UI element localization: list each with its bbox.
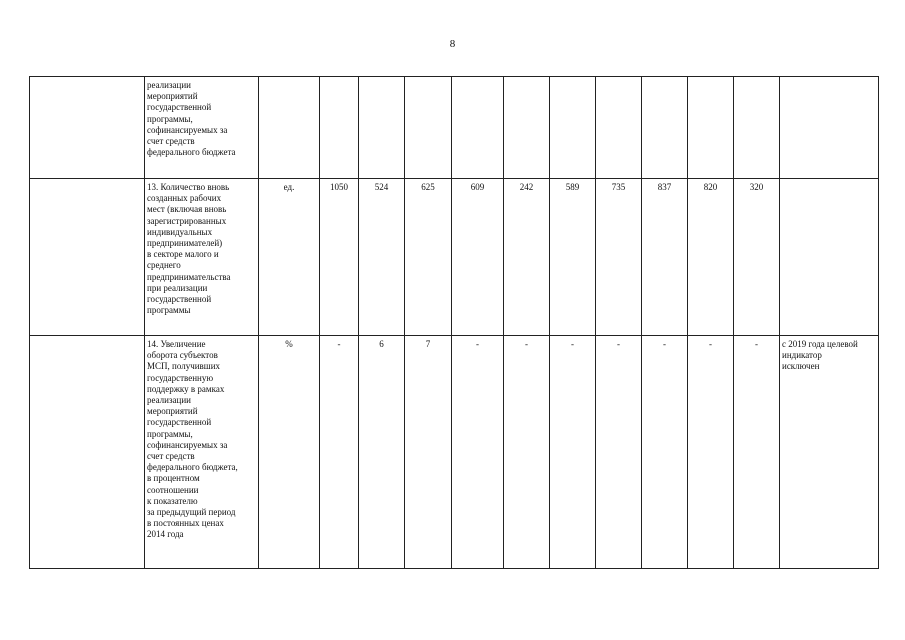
indicator-name-line: программы, — [147, 113, 193, 124]
value-cell — [320, 77, 359, 179]
indicator-name-cell — [145, 179, 259, 336]
indicator-name-line: зарегистрированных — [147, 215, 227, 226]
indicator-name-line: государственной — [147, 294, 212, 305]
value-cell — [405, 77, 452, 179]
indicators-table — [29, 76, 879, 569]
empty-cell — [30, 336, 145, 569]
value-cell: - — [452, 336, 504, 569]
indicator-name-line: соотношении — [147, 484, 199, 495]
indicator-name-cell — [145, 336, 259, 569]
value-cell: 837 — [642, 179, 688, 336]
value-cell — [688, 77, 734, 179]
unit-cell: % — [259, 336, 320, 569]
value-cell — [504, 77, 550, 179]
indicator-name-line: программы — [147, 305, 191, 316]
value-cell: - — [320, 336, 359, 569]
indicator-name-line: 13. Количество вновь — [147, 182, 230, 192]
indicator-name-cell — [145, 77, 259, 179]
value-cell — [550, 77, 596, 179]
note-cell — [780, 336, 879, 569]
indicator-name-line: оборота субъектов — [147, 350, 218, 361]
indicator-name-line: в процентном — [147, 473, 200, 484]
value-cell: 625 — [405, 179, 452, 336]
indicator-name-line: счет средств — [147, 136, 195, 147]
indicator-name-line: предпринимательства — [147, 271, 231, 282]
note-cell — [780, 77, 879, 179]
indicator-name-line: государственной — [147, 102, 212, 113]
empty-cell — [30, 179, 145, 336]
indicator-name-line: мест (включая вновь — [147, 204, 227, 215]
value-cell — [642, 77, 688, 179]
value-cell: 1050 — [320, 179, 359, 336]
value-cell: - — [642, 336, 688, 569]
indicator-name-line: государственную — [147, 372, 214, 383]
indicator-name-line: мероприятий — [147, 91, 198, 102]
indicator-name-line: федерального бюджета — [147, 147, 236, 158]
indicator-name-line: реализации — [147, 395, 191, 406]
value-cell — [596, 77, 642, 179]
value-cell: 6 — [359, 336, 405, 569]
indicator-name-line: МСП, получивших — [147, 361, 221, 372]
indicator-name-line: к показателю — [147, 495, 198, 506]
value-cell: - — [596, 336, 642, 569]
indicator-name-line: за предыдущий период — [147, 507, 236, 518]
table-row — [30, 179, 879, 336]
value-cell — [734, 77, 780, 179]
value-cell: 589 — [550, 179, 596, 336]
note-cell — [780, 179, 879, 336]
indicator-name-line: в секторе малого и — [147, 249, 219, 260]
indicator-name-line: федерального бюджета, — [147, 462, 238, 473]
indicator-name-line: реализации — [147, 80, 191, 90]
indicator-name-line: 14. Увеличение — [147, 339, 206, 349]
value-cell: 609 — [452, 179, 504, 336]
table-row — [30, 77, 879, 179]
indicator-name-line: при реализации — [147, 282, 208, 293]
value-cell: - — [734, 336, 780, 569]
note-line: исключен — [782, 361, 820, 372]
indicator-name-line: софинансируемых за — [147, 439, 228, 450]
table-row — [30, 336, 879, 569]
value-cell: 820 — [688, 179, 734, 336]
indicator-name-line: среднего — [147, 260, 181, 271]
unit-cell: ед. — [259, 179, 320, 336]
note-line: с 2019 года целевой — [782, 339, 858, 349]
indicator-name-line: поддержку в рамках — [147, 383, 225, 394]
note-line: индикатор — [782, 350, 822, 361]
indicator-name-line: 2014 года — [147, 529, 184, 540]
value-cell — [359, 77, 405, 179]
page-number: 8 — [449, 38, 456, 50]
value-cell: 320 — [734, 179, 780, 336]
value-cell: - — [688, 336, 734, 569]
indicator-name-line: софинансируемых за — [147, 124, 228, 135]
indicator-name-line: индивидуальных — [147, 226, 213, 237]
value-cell: - — [504, 336, 550, 569]
indicator-name-line: счет средств — [147, 451, 195, 462]
empty-cell — [30, 77, 145, 179]
value-cell: 735 — [596, 179, 642, 336]
unit-cell — [259, 77, 320, 179]
indicator-name-line: созданных рабочих — [147, 193, 222, 204]
indicator-name-line: государственной — [147, 417, 212, 428]
value-cell — [452, 77, 504, 179]
indicator-name-line: в постоянных ценах — [147, 518, 224, 529]
indicator-name-line: программы, — [147, 428, 193, 439]
value-cell: 242 — [504, 179, 550, 336]
value-cell: - — [550, 336, 596, 569]
value-cell: 7 — [405, 336, 452, 569]
value-cell: 524 — [359, 179, 405, 336]
indicator-name-line: мероприятий — [147, 406, 198, 417]
indicator-name-line: предпринимателей) — [147, 238, 223, 249]
